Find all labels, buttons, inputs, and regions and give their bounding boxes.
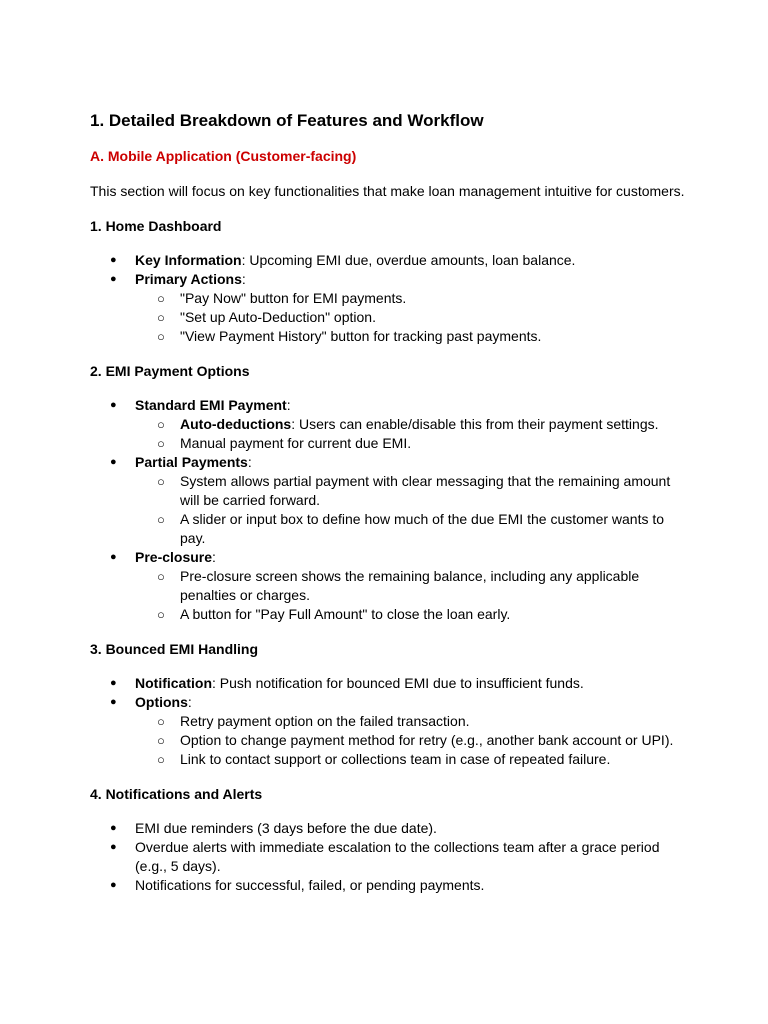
list-item-text bbox=[135, 820, 437, 836]
list-item-label: Options bbox=[135, 694, 188, 710]
bullet-circle: ○ bbox=[157, 436, 165, 451]
bullet-dot: ● bbox=[110, 841, 117, 853]
list-item bbox=[90, 453, 690, 548]
list-item-body: Notifications for successful, failed, or pending payments. bbox=[135, 877, 485, 893]
sub-item-text: Manual payment for current due EMI. bbox=[180, 435, 412, 451]
list-item bbox=[90, 674, 690, 693]
bullet-dot: ● bbox=[110, 879, 117, 891]
list-item-text bbox=[135, 252, 575, 268]
list-item bbox=[90, 270, 690, 346]
sub-item-text: Link to contact support or collections team in case of repeated failure. bbox=[180, 751, 611, 767]
bullet-circle: ○ bbox=[157, 714, 165, 729]
bullet-dot: ● bbox=[110, 399, 117, 411]
list-item bbox=[90, 251, 690, 270]
bullet-list bbox=[90, 819, 690, 895]
bullet-circle: ○ bbox=[157, 291, 165, 306]
page-title: 1. Detailed Breakdown of Features and Workflow bbox=[90, 111, 484, 130]
list-item bbox=[90, 396, 690, 453]
list-item bbox=[90, 876, 690, 895]
bullet-list bbox=[90, 251, 690, 346]
sub-list-item bbox=[135, 510, 690, 548]
sub-item-text: "Pay Now" button for EMI payments. bbox=[180, 290, 407, 306]
list-item bbox=[90, 548, 690, 624]
bullet-circle: ○ bbox=[157, 752, 165, 767]
list-item-body: : bbox=[212, 549, 216, 565]
list-item-body: EMI due reminders (3 days before the due date). bbox=[135, 820, 437, 836]
bullet-circle: ○ bbox=[157, 512, 165, 527]
bullet-circle: ○ bbox=[157, 474, 165, 489]
sub-list-item bbox=[135, 434, 690, 453]
list-item-text bbox=[135, 675, 584, 691]
intro-paragraph: This section will focus on key functionalities that make loan management intuitive for customers. bbox=[90, 183, 685, 199]
sub-list bbox=[135, 472, 690, 548]
sub-item-text: Retry payment option on the failed transaction. bbox=[180, 713, 470, 729]
list-item-label: Standard EMI Payment bbox=[135, 397, 287, 413]
bullet-circle: ○ bbox=[157, 733, 165, 748]
sub-list-item bbox=[135, 750, 690, 769]
bullet-dot: ● bbox=[110, 273, 117, 285]
sub-list-item bbox=[135, 567, 690, 605]
section-heading: 4. Notifications and Alerts bbox=[90, 786, 263, 802]
list-item-body: : Push notification for bounced EMI due to insufficient funds. bbox=[212, 675, 584, 691]
bullet-circle: ○ bbox=[157, 569, 165, 584]
sub-item-text: A button for "Pay Full Amount" to close the loan early. bbox=[180, 606, 511, 622]
list-item-body: : bbox=[187, 694, 192, 710]
sub-list bbox=[135, 567, 690, 624]
sub-list bbox=[135, 415, 690, 453]
bullet-dot: ● bbox=[110, 696, 117, 708]
list-item-text bbox=[135, 271, 246, 287]
sections-container bbox=[90, 201, 690, 895]
section-subtitle: A. Mobile Application (Customer-facing) bbox=[90, 148, 357, 164]
list-item-body: : bbox=[286, 397, 291, 413]
section-heading: 3. Bounced EMI Handling bbox=[90, 641, 259, 657]
bullet-dot: ● bbox=[110, 822, 117, 834]
bullet-dot: ● bbox=[110, 254, 117, 266]
list-item-text bbox=[135, 839, 660, 874]
document-content bbox=[90, 110, 690, 895]
list-item-body: Overdue alerts with immediate escalation to the collections team after a grace period (e.g., 5 days). bbox=[135, 839, 660, 874]
sub-list-item bbox=[135, 605, 690, 624]
bullet-dot: ● bbox=[110, 456, 117, 468]
list-item bbox=[90, 819, 690, 838]
sub-list-item bbox=[135, 415, 690, 434]
sub-list bbox=[135, 289, 690, 346]
bullet-circle: ○ bbox=[157, 417, 165, 432]
list-item-label: Key Information bbox=[135, 252, 242, 268]
list-item-body: : bbox=[247, 454, 252, 470]
list-item-text bbox=[135, 694, 192, 710]
list-item-body: : Upcoming EMI due, overdue amounts, loan balance. bbox=[241, 252, 576, 268]
bullet-circle: ○ bbox=[157, 607, 165, 622]
list-item-text bbox=[135, 877, 484, 893]
sub-list-item bbox=[135, 327, 690, 346]
bullet-circle: ○ bbox=[157, 329, 165, 344]
sub-item-text: "View Payment History" button for tracking past payments. bbox=[180, 328, 542, 344]
bullet-list bbox=[90, 396, 690, 624]
sub-item-text: Pre-closure screen shows the remaining balance, including any applicable penalties or charges. bbox=[180, 568, 640, 603]
sub-list bbox=[135, 712, 690, 769]
sub-list-item bbox=[135, 731, 690, 750]
sub-list-item bbox=[135, 472, 690, 510]
section-heading: 1. Home Dashboard bbox=[90, 218, 222, 234]
list-item bbox=[90, 693, 690, 769]
list-item-label: Pre-closure bbox=[135, 549, 213, 565]
sub-list-item bbox=[135, 308, 690, 327]
list-item-label: Partial Payments bbox=[135, 454, 248, 470]
sub-item-text: System allows partial payment with clear messaging that the remaining amount will be carried forward. bbox=[180, 473, 671, 508]
list-item bbox=[90, 838, 690, 876]
bullet-dot: ● bbox=[110, 551, 117, 563]
list-item-text bbox=[135, 549, 216, 565]
sub-item-label: Auto-deductions bbox=[180, 416, 292, 432]
sub-item-text: : Users can enable/disable this from their payment settings. bbox=[291, 416, 659, 432]
sub-item-text: "Set up Auto-Deduction" option. bbox=[180, 309, 376, 325]
list-item-body: : bbox=[241, 271, 246, 287]
section-heading: 2. EMI Payment Options bbox=[90, 363, 250, 379]
list-item-text bbox=[135, 454, 252, 470]
bullet-circle: ○ bbox=[157, 310, 165, 325]
sub-list-item bbox=[135, 289, 690, 308]
list-item-label: Primary Actions bbox=[135, 271, 242, 287]
sub-item-text: A slider or input box to define how much of the due EMI the customer wants to pay. bbox=[180, 511, 665, 546]
bullet-dot: ● bbox=[110, 677, 117, 689]
list-item-text bbox=[135, 397, 291, 413]
sub-list-item bbox=[135, 712, 690, 731]
list-item-label: Notification bbox=[135, 675, 212, 691]
sub-item-text: Option to change payment method for retry (e.g., another bank account or UPI). bbox=[180, 732, 674, 748]
bullet-list bbox=[90, 674, 690, 769]
